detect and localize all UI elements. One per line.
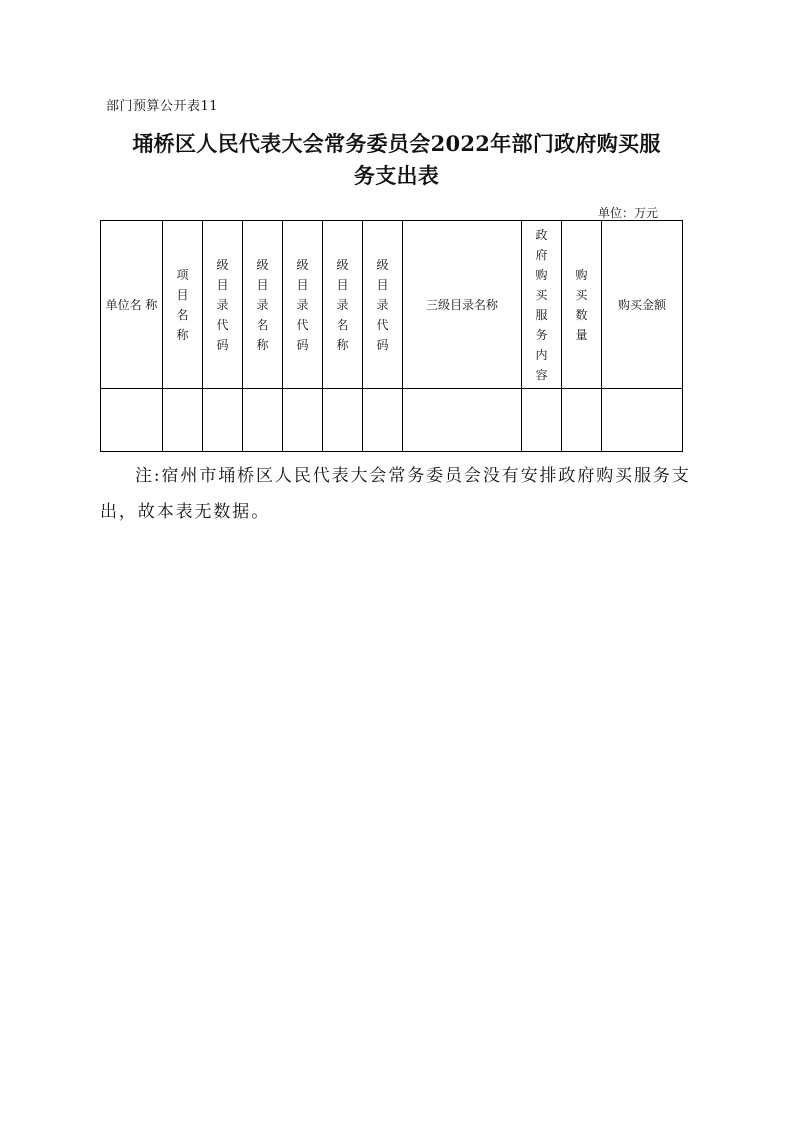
- table-number-caption: 部门预算公开表11: [106, 99, 219, 114]
- table-cell: [602, 389, 683, 452]
- title-line-2: 务支出表: [353, 163, 440, 188]
- table-cell: [163, 389, 203, 452]
- page-title: [100, 128, 693, 192]
- header-cell-service-content: [522, 221, 562, 389]
- header-cell-level1-code: [203, 221, 243, 389]
- header-label: 级目录代码: [216, 257, 229, 352]
- table-cell: [203, 389, 243, 452]
- header-label: 项目名称: [176, 267, 189, 342]
- table-cell: [283, 389, 323, 452]
- header-cell-project-name: [163, 221, 203, 389]
- table-cell: [562, 389, 602, 452]
- header-cell-unit-name: [101, 221, 163, 389]
- header-cell-quantity: [562, 221, 602, 389]
- header-label: 级目录名称: [256, 257, 269, 352]
- header-cell-level1-name: [243, 221, 283, 389]
- header-row: [101, 221, 683, 389]
- table-cell: [243, 389, 283, 452]
- header-label: 级目录代码: [296, 257, 309, 352]
- header-label: 级目录名称: [336, 257, 349, 352]
- header-label: 购买数量: [575, 267, 588, 342]
- header-label: 三级目录名称: [425, 298, 498, 312]
- header-cell-level2-name: [323, 221, 363, 389]
- table-cell: [363, 389, 403, 452]
- table-cell: [101, 389, 163, 452]
- table-cell: [522, 389, 562, 452]
- footnote: 注:宿州市埇桥区人民代表大会常务委员会没有安排政府购买服务支出，故本表无数据。: [100, 466, 691, 522]
- header-label: 政府购买服务内容: [535, 227, 548, 382]
- table-row: [101, 389, 683, 452]
- header-cell-level2-code: [283, 221, 323, 389]
- table-cell: [403, 389, 522, 452]
- header-cell-level3-name: [403, 221, 522, 389]
- header-label: 购买金额: [617, 298, 666, 312]
- unit-label: 单位：万元: [598, 206, 659, 220]
- header-label: 单位名 称: [105, 298, 158, 312]
- header-cell-amount: [602, 221, 683, 389]
- table-cell: [323, 389, 363, 452]
- title-line-1: 埇桥区人民代表大会常务委员会2022年部门政府购买服: [132, 131, 661, 156]
- header-cell-level3-code: [363, 221, 403, 389]
- expenditure-table: [100, 220, 683, 452]
- header-label: 级目录代码: [376, 257, 389, 352]
